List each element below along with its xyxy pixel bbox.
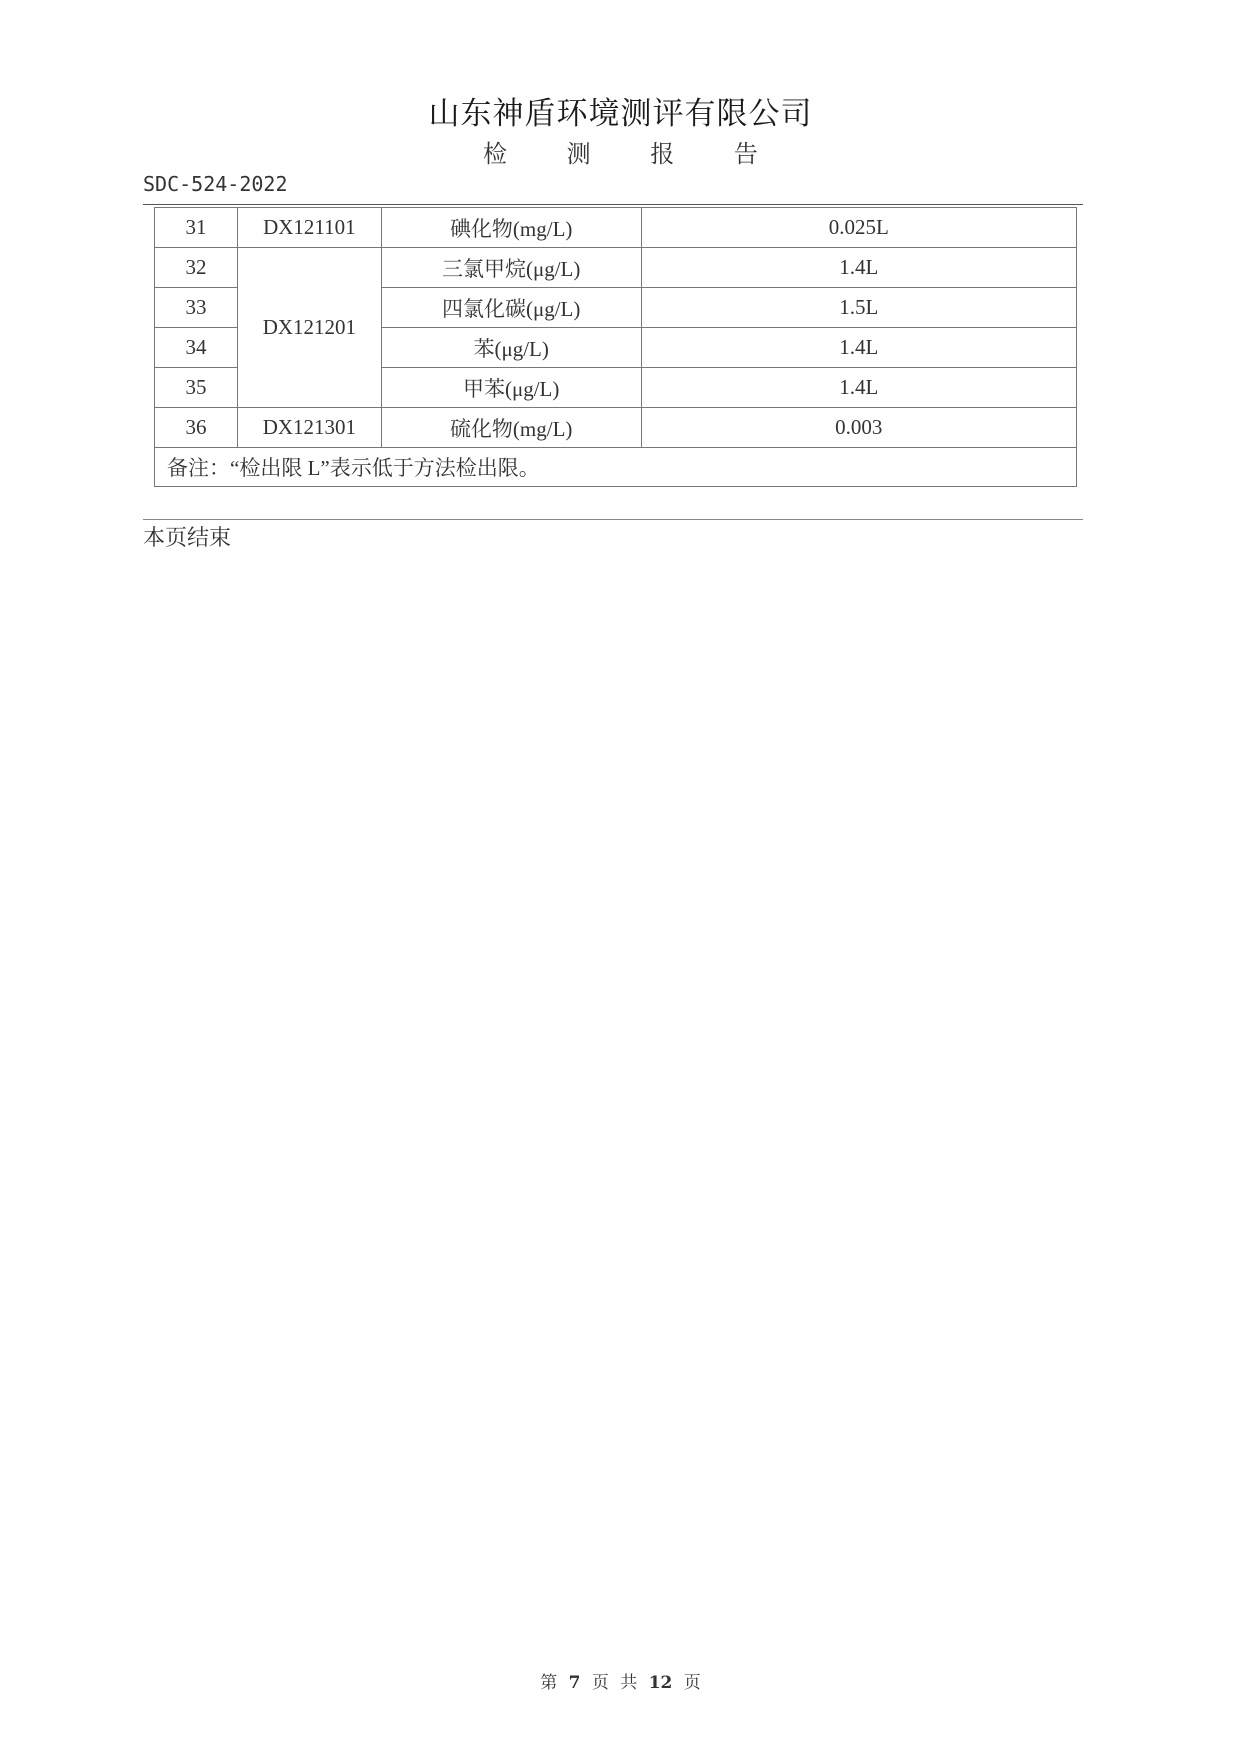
section-divider: [143, 519, 1083, 520]
row-number: 36: [155, 408, 238, 448]
sample-id: DX121301: [237, 408, 381, 448]
remark-row: [155, 448, 1077, 487]
test-result: 0.025L: [641, 208, 1076, 248]
remark-note: 备注：“检出限 L”表示低于方法检出限。: [155, 448, 1077, 487]
test-result: 1.4L: [641, 368, 1076, 408]
row-number: 33: [155, 288, 238, 328]
row-number: 31: [155, 208, 238, 248]
test-item: 四氯化碳(μg/L): [381, 288, 641, 328]
sample-id: DX121201: [237, 248, 381, 408]
test-item: 甲苯(μg/L): [381, 368, 641, 408]
footer-suffix: 页: [683, 1673, 701, 1693]
test-item: 碘化物(mg/L): [381, 208, 641, 248]
table-row: [155, 208, 1077, 248]
report-title: 检 测 报 告: [483, 140, 784, 168]
test-item: 硫化物(mg/L): [381, 408, 641, 448]
total-page-count: 12: [648, 1673, 673, 1693]
current-page-number: 7: [568, 1673, 581, 1693]
results-table: [154, 207, 1077, 487]
footer-prefix: 第: [540, 1673, 558, 1693]
sample-id: DX121101: [237, 208, 381, 248]
test-item: 苯(μg/L): [381, 328, 641, 368]
report-number: SDC-524-2022: [143, 172, 288, 196]
test-result: 0.003: [641, 408, 1076, 448]
table-row: [155, 408, 1077, 448]
row-number: 34: [155, 328, 238, 368]
test-result: 1.5L: [641, 288, 1076, 328]
header-divider: [143, 204, 1083, 205]
page-end-note: 本页结束: [143, 526, 232, 551]
company-name: 山东神盾环境测评有限公司: [428, 96, 813, 132]
test-result: 1.4L: [641, 328, 1076, 368]
page-footer: [0, 1668, 1241, 1693]
footer-middle: 页 共: [591, 1673, 638, 1693]
test-result: 1.4L: [641, 248, 1076, 288]
row-number: 32: [155, 248, 238, 288]
table-row: [155, 248, 1077, 288]
test-item: 三氯甲烷(μg/L): [381, 248, 641, 288]
row-number: 35: [155, 368, 238, 408]
